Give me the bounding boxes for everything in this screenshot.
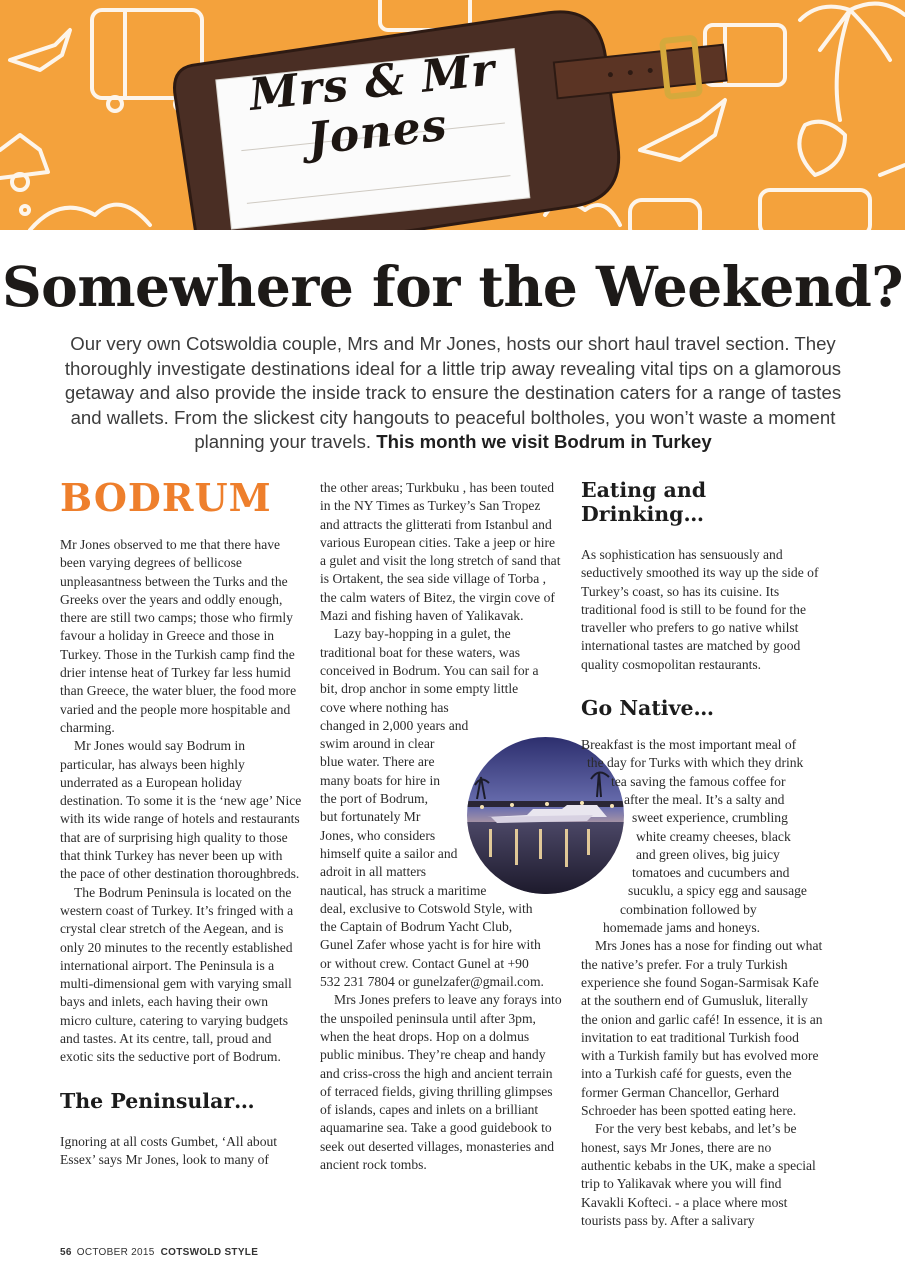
section-heading-eating-drinking: Eating and Drinking… xyxy=(581,478,707,526)
text-line: and green olives, big juicy xyxy=(636,846,780,862)
strawberry-doodle-icon xyxy=(799,122,845,175)
header-banner xyxy=(0,0,905,230)
text-line: sweet experience, crumbling xyxy=(632,810,788,826)
text-line: nautical, has struck a maritime xyxy=(320,882,487,898)
section-heading-go-native: Go Native… xyxy=(581,696,715,721)
paragraph: For the very best kebabs, and let’s be honest, says Mr Jones, there are no authentic kebabs in the UK, make a special trip to Yalikavak where you will find Kavakli Kofteci. - a place where most tourists pass by. After a salivary xyxy=(581,1121,816,1228)
page-footer xyxy=(60,1247,258,1258)
text-line: Gunel Zafer whose yacht is for hire with xyxy=(320,937,541,953)
text-line: homemade jams and honeys. xyxy=(603,920,761,936)
text-line: white creamy cheeses, black xyxy=(636,828,791,844)
section-heading-bodrum: BODRUM xyxy=(60,475,272,520)
text-line: the port of Bodrum, xyxy=(320,791,428,807)
text-line: Jones, who considers xyxy=(320,827,436,843)
text-line: but fortunately Mr xyxy=(320,809,421,825)
text-line: adroit in all matters xyxy=(320,864,427,880)
intro-paragraph xyxy=(48,332,858,455)
text-line: the Captain of Bodrum Yacht Club, xyxy=(320,919,513,935)
paragraph: Mr Jones would say Bodrum in particular, has always been highly underrated as a European holiday destination. To some it is the ‘new age’ Nice with its wide range of hotels and restaurants that are of surprising high quality to those that think Turkey has never been up with the pace of other destination thoroughbreds. xyxy=(60,738,302,882)
magazine-name: COTSWOLD STYLE xyxy=(160,1247,259,1258)
paragraph-wrapped xyxy=(581,736,823,937)
text-line: himself quite a sailor and xyxy=(320,845,458,861)
page-title: Somewhere for the Weekend? xyxy=(1,254,904,319)
paragraph: Ignoring at all costs Gumbet, ‘All about Essex’ says Mr Jones, look to many of xyxy=(60,1133,278,1167)
paragraph: the other areas; Turkbuku , has been touted in the NY Times as Turkey’s San Tropez and attracts the glitterati from Istanbul and various European cities. Take a jeep or hire a gulet and visit the long stretch of sand that is Ortakent, the sea side village of Torba , the calm waters of Bitez, the virgin cove of Mazi and fishing haven of Yalikavak. xyxy=(320,480,561,624)
article-column-3 xyxy=(581,478,823,1230)
intro-text: Our very own Cotswoldia couple, Mrs and Mr Jones, hosts our short haul travel section. They thoroughly investigate destinations ideal for a little trip away revealing vital tips on a glamorous getaway and also provide the inside track to ensure the destination caters for a range of tastes and wallets. From the slickest city hangouts to peaceful boltholes, you won’t waste a moment planning your travels. xyxy=(64,333,842,452)
luggage-tag-title: Mrs & Mr Jones xyxy=(246,44,498,166)
text-line: conceived in Bodrum. You can sail for a xyxy=(320,662,539,678)
text-line: deal, exclusive to Cotswold Style, with xyxy=(320,900,533,916)
airplane-doodle-icon xyxy=(10,30,70,70)
text-line: combination followed by xyxy=(620,901,757,917)
car-doodle-icon xyxy=(0,135,48,178)
text-line: 532 231 7804 or gunelzafer@gmail.com. xyxy=(320,974,544,990)
paragraph: Mrs Jones prefers to leave any forays into the unspoiled peninsula until after 3pm, when the heat drops. Hop on a dolmus public minibus. They’re cheap and handy and criss-cross the high and ancient terrain of terraced fields, giving thrilling glimpses of islands, capes and inlets on a brilliant aquamarine sea. Take a good guidebook to seek out deserted villages, monasteries and ancient rock tombs. xyxy=(320,992,562,1172)
text-line: changed in 2,000 years and xyxy=(320,717,469,733)
text-line: tea saving the famous coffee for xyxy=(611,773,786,789)
page-number: 56 xyxy=(60,1247,72,1258)
text-line: the day for Turks with which they drink xyxy=(587,755,804,771)
paragraph: Mrs Jones has a nose for finding out what the native’s prefer. For a truly Turkish experience she found Sogan-Sarmisak Kafe at the southern end of Gumusluk, literally the onion and garlic café! In essence, it is an invitation to eat traditional Turkish food with a Turkish family but has evolved more into a Turkish café for guests, even the former German Chancellor, Gerhard Schroeder has been spotted eating here. xyxy=(581,938,823,1119)
text-line: after the meal. It’s a salty and xyxy=(624,791,785,807)
paragraph: Mr Jones observed to me that there have been varying degrees of bellicose unpleasantness between the Turks and the Greeks over the years and oddly enough, there are still two camps; those who firmly favour a holiday in Greece and those in Turkey. Those in the Turkish camp find the drier intense heat of Turkey far less humid than Greece, the water bluer, the food more varied and the people more hospitable and charming. xyxy=(60,537,297,735)
text-line: blue water. There are xyxy=(320,754,435,770)
text-line: bit, drop anchor in some empty little xyxy=(320,681,519,697)
text-line: or without crew. Contact Gunel at +90 xyxy=(320,955,529,971)
text-line: swim around in clear xyxy=(320,736,435,752)
text-line: sucuklu, a spicy egg and sausage xyxy=(628,883,807,899)
text-line: tomatoes and cucumbers and xyxy=(632,865,790,881)
intro-highlight: This month we visit Bodrum in Turkey xyxy=(376,431,712,452)
text-line: traditional boat for these waters, was xyxy=(320,644,521,660)
issue-date: OCTOBER 2015 xyxy=(76,1247,155,1258)
paragraph: As sophistication has sensuously and seductively smoothed its way up the side of Turkey’s coast, so has its cuisine. Its traditional food is still to be found for the traveller who prefers to go native whilst international tastes are matched by good quality cosmopolitan restaurants. xyxy=(581,547,819,672)
text-line: Lazy bay-hopping in a gulet, the xyxy=(334,626,511,642)
text-line: cove where nothing has xyxy=(320,699,449,715)
text-line: many boats for hire in xyxy=(320,772,441,788)
text-line: Breakfast is the most important meal of xyxy=(581,737,797,753)
section-heading-peninsular: The Peninsular… xyxy=(60,1088,255,1113)
article-column-1 xyxy=(60,475,302,1169)
paragraph: The Bodrum Peninsula is located on the western coast of Turkey. It’s fringed with a crystal clear stretch of the Aegean, and is only 20 minutes to the recently established international airport. The Peninsula is a multi-dimensional gem with varying small bays and inlets, each having their own micro culture, catering to varying budgets and tastes. At its centre, tall, proud and exotic sits the seductive port of Bodrum. xyxy=(60,884,294,1065)
